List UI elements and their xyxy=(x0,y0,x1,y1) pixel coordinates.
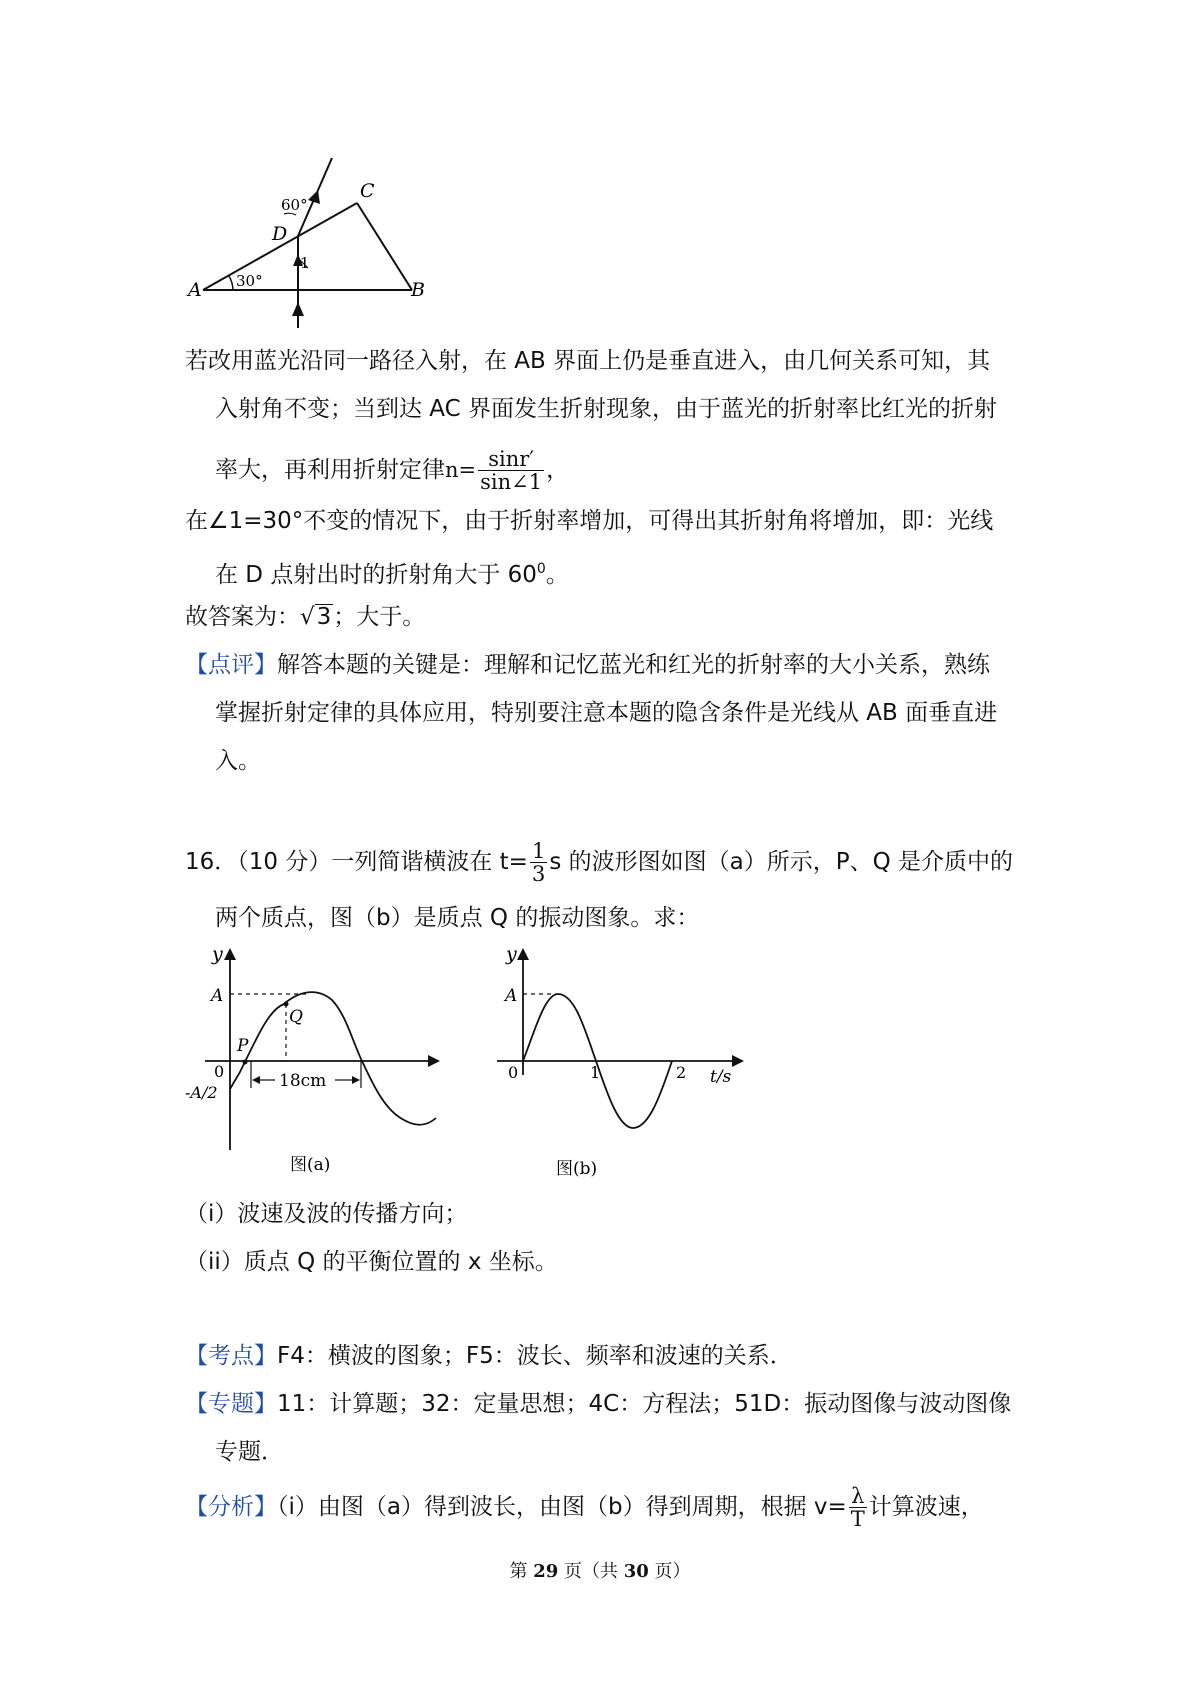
zhuanti-text: 11：计算题；32：定量思想；4C：方程法；51D：振动图像与波动图像 xyxy=(277,1391,1012,1417)
kaodian-text: F4：横波的图象；F5：波长、频率和波速的关系． xyxy=(277,1343,793,1369)
figure-a-waveform xyxy=(180,945,440,1185)
dim-arrow-left-icon xyxy=(252,1076,260,1084)
sqrt-value: 3 xyxy=(316,604,332,630)
subquestion-1: （i）波速及波的传播方向； xyxy=(185,1201,468,1227)
comment-line1 xyxy=(185,650,990,680)
fig-a-p-label: P xyxy=(237,1036,249,1056)
label-c: C xyxy=(360,180,375,202)
fig-a-q-label: Q xyxy=(289,1007,303,1027)
fenxi-pre: （i）由图（a）得到波长，由图（b）得到周期，根据 v= xyxy=(277,1494,847,1520)
para1-line3-post: ， xyxy=(546,457,570,483)
snell-fraction xyxy=(478,448,544,493)
arrow-y-b-icon xyxy=(517,948,529,960)
para2-line2 xyxy=(215,554,569,590)
period-denominator: T xyxy=(850,1507,865,1531)
label-d: D xyxy=(272,223,288,245)
fraction-numerator: sinr′ xyxy=(478,448,544,471)
fig-b-zero-label: 0 xyxy=(508,1063,519,1082)
fig-a-y-label: y xyxy=(212,945,223,965)
question16-line2: 两个质点，图（b）是质点 Q 的振动图象。求： xyxy=(215,905,700,931)
comment-line3: 入。 xyxy=(215,748,261,774)
q16-pre: 16．（10 分）一列简谐横波在 t= xyxy=(185,849,528,875)
side-ac xyxy=(203,203,357,290)
para1-line1: 若改用蓝光沿同一路径入射，在 AB 界面上仍是垂直进入，由几何关系可知，其 xyxy=(185,348,991,374)
answer-pre: 故答案为： xyxy=(185,604,300,630)
fig-a-dist-label: 18cm xyxy=(279,1071,327,1091)
lambda-numerator: λ xyxy=(849,1485,867,1508)
subquestion-2: （ii）质点 Q 的平衡位置的 x 坐标。 xyxy=(185,1249,558,1275)
time-denominator: 3 xyxy=(531,862,546,886)
fig-b-one-label: 1 xyxy=(590,1063,601,1082)
dim-arrow-right-icon xyxy=(352,1076,360,1084)
para1-line2: 入射角不变；当到达 AC 界面发生折射现象，由于蓝光的折射率比红光的折射 xyxy=(215,396,998,422)
fig-b-amp-label: A xyxy=(505,986,518,1006)
arrow-top-icon xyxy=(308,190,320,204)
answer-post: ；大于。 xyxy=(333,604,426,630)
fig-a-zero-label: 0 xyxy=(214,1062,225,1081)
footer-p1: 第 xyxy=(509,1561,534,1582)
arrow-x-b-icon xyxy=(732,1055,744,1067)
fig-a-caption: 图(a) xyxy=(290,1155,331,1175)
side-cb xyxy=(357,203,412,290)
comment-tag: 【点评】 xyxy=(185,652,277,678)
arrow-bottom-icon xyxy=(292,302,304,316)
wave-curve-a xyxy=(230,992,436,1125)
para2-line2-post: 。 xyxy=(545,562,569,588)
answer-line xyxy=(185,602,425,632)
fig-a-amp-label: A xyxy=(211,986,224,1006)
para2-line1: 在∠1=30°不变的情况下，由于折射率增加，可得出其折射角将增加，即：光线 xyxy=(185,508,994,534)
footer-p3: 页） xyxy=(648,1561,691,1582)
fenxi-tag: 【分析】 xyxy=(185,1494,277,1520)
angle-arc-a xyxy=(229,276,233,290)
zhuanti-line1 xyxy=(185,1389,1011,1419)
arrow-y-a-icon xyxy=(224,948,236,960)
label-b: B xyxy=(411,279,425,301)
point-p-dot xyxy=(243,1060,248,1065)
footer-total-pages: 30 xyxy=(623,1561,649,1582)
para1-line3-pre: 率大，再利用折射定律 xyxy=(215,457,445,483)
comment-line2: 掌握折射定律的具体应用，特别要注意本题的隐含条件是光线从 AB 面垂直进 xyxy=(215,700,998,726)
kaodian-tag: 【考点】 xyxy=(185,1343,277,1369)
velocity-fraction xyxy=(849,1485,867,1530)
angle-1-label: 1 xyxy=(300,254,310,272)
fig-b-two-label: 2 xyxy=(676,1063,687,1082)
sqrt-sign: √ xyxy=(300,604,315,630)
kaodian-line xyxy=(185,1341,793,1371)
q16-post: s 的波形图如图（a）所示，P、Q 是介质中的 xyxy=(549,849,1014,875)
comment-text1: 解答本题的关键是：理解和记忆蓝光和红光的折射率的大小关系，熟练 xyxy=(277,652,990,678)
formula-n: n= xyxy=(445,458,477,482)
label-a: A xyxy=(188,279,202,301)
zhuanti-tag: 【专题】 xyxy=(185,1391,277,1417)
prism-diagram xyxy=(0,140,1200,480)
footer-page-number: 29 xyxy=(533,1561,559,1582)
point-q-dot xyxy=(284,1002,289,1007)
para1-line3 xyxy=(215,448,569,493)
para2-line2-pre: 在 D 点射出时的折射角大于 60 xyxy=(215,562,537,588)
angle-30-label: 30° xyxy=(236,272,263,290)
fraction-denominator: sin∠1 xyxy=(480,470,543,494)
arrow-x-a-icon xyxy=(428,1055,440,1067)
fig-b-caption: 图(b) xyxy=(556,1159,598,1179)
fenxi-line xyxy=(185,1485,984,1530)
degree-superscript: 0 xyxy=(536,561,546,577)
fig-b-t-label: t/s xyxy=(710,1067,732,1087)
zhuanti-line2: 专题． xyxy=(215,1439,284,1465)
angle-60-label: 60° xyxy=(281,196,308,214)
fenxi-post: 计算波速， xyxy=(868,1494,984,1520)
figure-b-vibration xyxy=(490,945,750,1185)
footer-p2: 页（共 xyxy=(558,1561,624,1582)
page-footer xyxy=(0,1557,1200,1583)
time-numerator: 1 xyxy=(531,839,546,863)
fig-a-neg-label: -A/2 xyxy=(185,1083,218,1102)
question16-line1 xyxy=(185,840,1013,885)
time-fraction xyxy=(530,840,547,885)
fig-b-y-label: y xyxy=(506,945,517,965)
